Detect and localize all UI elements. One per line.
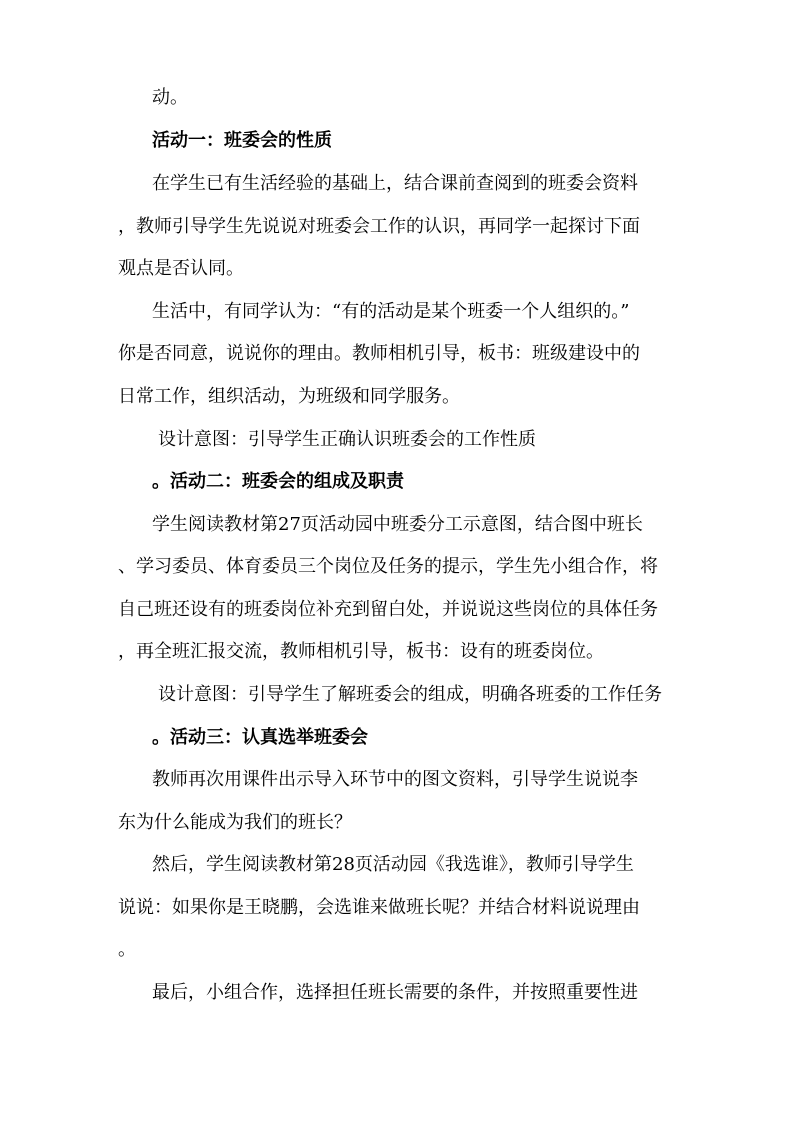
text-line: 观点是否认同。 (118, 258, 244, 279)
text-line: 日常工作，组织活动，为班级和同学服务。 (118, 386, 460, 407)
design-intent: 设计意图：引导学生了解班委会的组成，明确各班委的工作任务 (158, 684, 662, 705)
text-line: 教师再次用课件出示导入环节中的图文资料，引导学生说说李 (152, 769, 638, 790)
text-line: 。 (118, 939, 136, 960)
design-intent: 设计意图：引导学生正确认识班委会的工作性质 (158, 429, 536, 450)
text-line: ，教师引导学生先说说对班委会工作的认识，再同学一起探讨下面 (118, 216, 640, 237)
text-line: 动。 (152, 87, 188, 108)
text-line: 说说：如果你是王晓鹏，会选谁来做班长呢？并结合材料说说理由 (118, 897, 640, 918)
activity-heading: 。活动三：认真选举班委会 (152, 727, 368, 748)
text-line: 生活中，有同学认为：“有的活动是某个班委一个人组织的。” (152, 301, 630, 322)
text-line: 自己班还设有的班委岗位补充到留白处，并说说这些岗位的具体任务 (118, 599, 658, 620)
text-line: ，再全班汇报交流，教师相机引导，板书：设有的班委岗位。 (118, 641, 604, 662)
text-line: 最后，小组合作，选择担任班长需要的条件，并按照重要性进 (152, 982, 638, 1003)
activity-heading: 。活动二：班委会的组成及职责 (152, 471, 404, 492)
text-line: 你是否同意，说说你的理由。教师相机引导，板书：班级建设中的 (118, 343, 640, 364)
text-line: 在学生已有生活经验的基础上，结合课前查阅到的班委会资料 (152, 173, 638, 194)
activity-heading: 活动一：班委会的性质 (152, 130, 332, 151)
text-line: 然后，学生阅读教材第28页活动园《我选谁》，教师引导学生 (152, 854, 634, 875)
text-line: 学生阅读教材第27页活动园中班委分工示意图，结合图中班长 (152, 514, 643, 535)
text-line: 东为什么能成为我们的班长？ (118, 812, 352, 833)
text-line: 、学习委员、体育委员三个岗位及任务的提示，学生先小组合作，将 (118, 556, 658, 577)
